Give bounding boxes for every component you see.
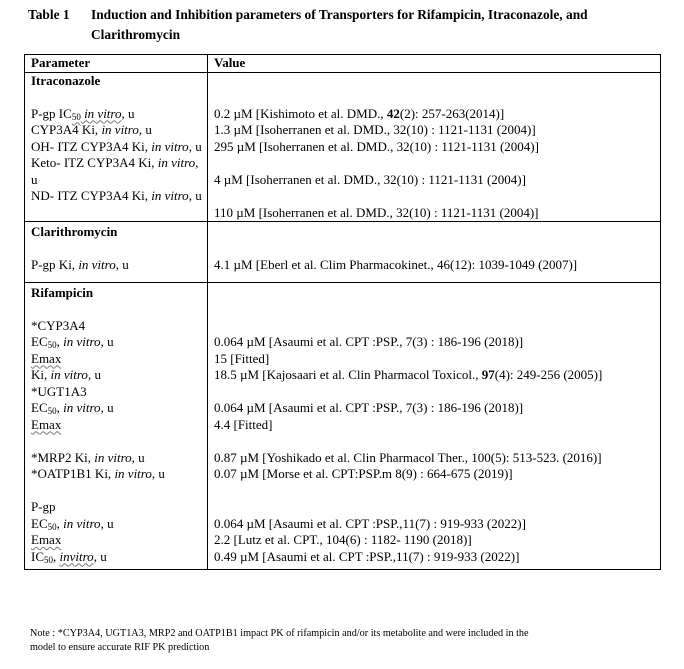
table-note — [30, 627, 660, 655]
section-rifampicin — [25, 282, 661, 570]
itraconazole-values — [208, 72, 661, 222]
param-pgp-emax: Emax — [31, 532, 62, 547]
value-itz-pgp-ic50: 0.2 µM [Kishimoto et al. DMD., 42(2): 257-263(2014)] — [214, 105, 505, 121]
param-itz-pgp-ic50: P-gp $IC_{50}$ in vitro, u — [31, 105, 135, 122]
value-pgp-emax: 2.2 [Lutz et al. CPT., 104(6) : 1182- 1190 (2018)] — [214, 532, 472, 547]
value-oatp1b1-ki: 0.07 µM [Morse et al. CPT:PSP.m 8(9) : 664-675 (2019)] — [214, 466, 513, 481]
value-mrp2-ki: 0.87 µM [Yoshikado et al. Clin Pharmacol Ther., 100(5): 513-523. (2016)] — [214, 449, 602, 465]
value-nd-itz-ki: 110 µM [Isoherranen et al. DMD., 32(10) : 1121-1131 (2004)] — [214, 204, 539, 220]
table-caption — [28, 5, 668, 45]
param-pgp-ec50: $EC_{50}$, in vitro, u — [31, 515, 114, 532]
param-ugt1a3-emax: Emax — [31, 416, 62, 432]
value-cyp3a4-ki: 18.5 µM [Kajosaari et al. Clin Pharmacol Toxicol., 97(4): 249-256 (2005)] — [214, 367, 603, 382]
header-parameter: Parameter — [25, 55, 208, 73]
clarithromycin-values — [208, 222, 661, 283]
param-mrp2-ki: *MRP2 Ki, in vitro, u — [31, 449, 145, 465]
param-oatp1b1-ki: *OATP1B1 Ki, in vitro, u — [31, 466, 165, 481]
value-itz-cyp3a4-ki: 1.3 µM [Isoherranen et al. DMD., 32(10) : 1121-1131 (2004)] — [214, 122, 536, 137]
section-itraconazole — [25, 72, 661, 222]
param-oh-itz-ki: OH- ITZ CYP3A4 Ki, in vitro, u — [31, 138, 202, 154]
param-ugt1a3-label: *UGT1A3 — [31, 383, 87, 399]
param-cyp3a4-ki: Ki, in vitro, u — [31, 367, 101, 382]
section-title-rifampicin: Rifampicin — [31, 284, 94, 300]
section-title-clarithromycin: Clarithromycin — [31, 224, 118, 239]
rifampicin-values — [208, 282, 661, 570]
value-clr-pgp-ki: 4.1 µM [Eberl et al. Clim Pharmacokinet., 46(12): 1039-1049 (2007)] — [214, 257, 578, 272]
table-header-row — [25, 55, 661, 73]
value-pgp-ic50: 0.49 µM [Asaumi et al. CPT :PSP.,11(7) : 919-933 (2022)] — [214, 548, 520, 564]
value-ugt1a3-emax: 4.4 [Fitted] — [214, 416, 273, 432]
caption-title-line1: Induction and Inhibition parameters of Transporters for Rifampicin, Itraconazole, and — [91, 7, 588, 22]
rifampicin-params — [25, 282, 208, 570]
param-clr-pgp-ki: P-gp Ki, in vitro, u — [31, 257, 129, 272]
param-nd-itz-ki: ND- ITZ CYP3A4 Ki, in vitro, u — [31, 188, 202, 203]
value-ugt1a3-ec50: 0.064 µM [Asaumi et al. CPT :PSP., 7(3) : 186-196 (2018)] — [214, 400, 524, 415]
clarithromycin-params — [25, 222, 208, 283]
param-ugt1a3-ec50: $EC_{50}$, in vitro, u — [31, 400, 114, 416]
value-keto-itz-ki: 4 µM [Isoherranen et al. DMD., 32(10) : 1121-1131 (2004)] — [214, 171, 526, 187]
parameters-table — [24, 54, 661, 570]
param-keto-itz-ki: Keto- ITZ CYP3A4 Ki, in vitro, u — [31, 155, 199, 187]
value-pgp-ec50: 0.064 µM [Asaumi et al. CPT :PSP.,11(7) : 919-933 (2022)] — [214, 515, 526, 531]
param-pgp-ic50: $IC_{50}$, invitro, u — [31, 548, 107, 565]
itraconazole-params — [25, 72, 208, 222]
note-line2: model to ensure accurate RIF PK prediction — [30, 642, 210, 653]
param-cyp3a4-emax: Emax — [31, 350, 62, 366]
value-oh-itz-ki: 295 µM [Isoherranen et al. DMD., 32(10) : 1121-1131 (2004)] — [214, 138, 539, 154]
param-cyp3a4-label: *CYP3A4 — [31, 317, 86, 333]
param-cyp3a4-ec50: $EC_{50}$, in vitro, u — [31, 334, 114, 350]
param-itz-cyp3a4-ki: CYP3A4 Ki, in vitro, u — [31, 122, 152, 137]
value-cyp3a4-ec50: 0.064 µM [Asaumi et al. CPT :PSP., 7(3) : 186-196 (2018)] — [214, 334, 524, 349]
caption-label: Table 1 — [28, 7, 70, 22]
header-value: Value — [208, 55, 661, 73]
note-line1: Note : *CYP3A4, UGT1A3, MRP2 and OATP1B1 impact PK of rifampicin and/or its metabolite and were included in the — [30, 628, 529, 639]
section-title-itraconazole: Itraconazole — [31, 72, 101, 88]
caption-title-line2: Clarithromycin — [91, 27, 181, 42]
value-cyp3a4-emax: 15 [Fitted] — [214, 350, 270, 366]
section-clarithromycin — [25, 222, 661, 283]
param-pgp-label: P-gp — [31, 499, 56, 514]
